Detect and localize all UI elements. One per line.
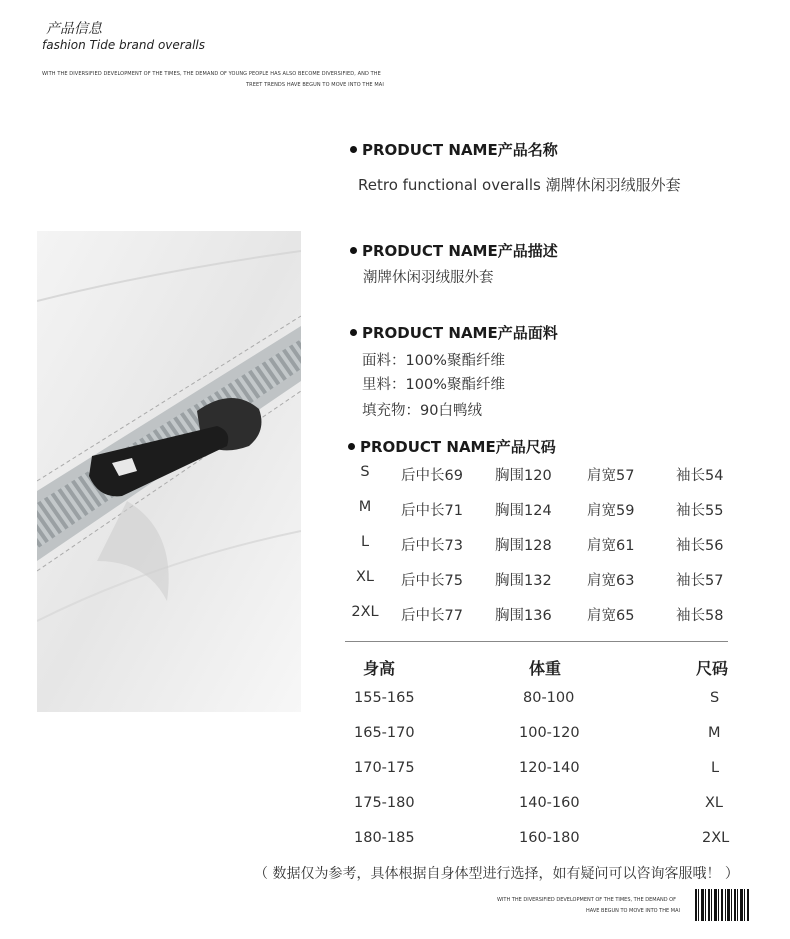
size-cell: XL xyxy=(355,569,374,585)
size-cell: 后中长77 xyxy=(401,608,463,624)
section-title-text: PRODUCT NAME产品尺码 xyxy=(360,438,556,456)
header-tagline-1: WITH THE DIVERSIFIED DEVELOPMENT OF THE TIMES, THE DEMAND OF YOUNG PEOPLE HAS ALSO BECOME DIVERSIFIED, AND THE xyxy=(42,71,381,77)
size-cell: 胸围128 xyxy=(495,538,552,554)
fabric-line: 里料：100%聚酯纤维 xyxy=(362,377,505,393)
section-title-text: PRODUCT NAME产品名称 xyxy=(362,141,558,159)
size-cell: 后中长73 xyxy=(401,538,463,554)
section-title-text: PRODUCT NAME产品面料 xyxy=(362,324,558,342)
size-row xyxy=(345,499,730,519)
section-title-text: PRODUCT NAME产品描述 xyxy=(362,242,558,260)
recommend-cell: 175-180 xyxy=(354,795,415,811)
recommend-cell: L xyxy=(711,760,720,776)
bullet-dot-icon xyxy=(350,247,357,254)
header-cn-title: 产品信息 xyxy=(46,21,102,37)
size-row xyxy=(345,604,730,624)
size-cell: 袖长56 xyxy=(676,538,724,554)
size-cell: 2XL xyxy=(351,604,379,620)
recommend-cell: 140-160 xyxy=(519,795,580,811)
product-photo xyxy=(37,231,301,712)
barcode-icon xyxy=(695,889,749,921)
size-cell: 后中长75 xyxy=(401,573,463,589)
size-cell: 后中长71 xyxy=(401,503,463,519)
disclaimer-note: （ 数据仅为参考，具体根据自身体型进行选择，如有疑问可以咨询客服哦！ ） xyxy=(254,866,739,882)
recommend-cell: 165-170 xyxy=(354,725,415,741)
recommend-header-weight: 体重 xyxy=(529,659,562,678)
size-cell: 肩宽63 xyxy=(587,573,635,589)
size-cell: 胸围124 xyxy=(495,503,552,519)
recommend-cell: S xyxy=(710,690,720,706)
size-cell: M xyxy=(358,499,372,515)
size-cell: S xyxy=(360,464,370,480)
fabric-line: 面料：100%聚酯纤维 xyxy=(362,353,505,369)
size-row xyxy=(345,569,730,589)
size-cell: 肩宽65 xyxy=(587,608,635,624)
size-cell: 袖长57 xyxy=(676,573,724,589)
section-title-product-desc xyxy=(350,240,558,261)
size-cell: 袖长58 xyxy=(676,608,724,624)
size-cell: 肩宽57 xyxy=(587,468,635,484)
recommend-cell: 155-165 xyxy=(354,690,415,706)
size-cell: 肩宽61 xyxy=(587,538,635,554)
footer-tagline-1: WITH THE DIVERSIFIED DEVELOPMENT OF THE TIMES, THE DEMAND OF xyxy=(497,897,676,903)
size-cell: 袖长54 xyxy=(676,468,724,484)
recommend-cell: 180-185 xyxy=(354,830,415,846)
recommend-cell: 80-100 xyxy=(523,690,575,706)
recommend-cell: M xyxy=(708,725,721,741)
footer-tagline-2: HAVE BEGUN TO MOVE INTO THE MAI xyxy=(586,908,680,914)
bullet-dot-icon xyxy=(348,443,355,450)
recommend-cell: 160-180 xyxy=(519,830,580,846)
section-title-product-size xyxy=(348,436,556,457)
divider xyxy=(345,641,728,642)
size-cell: 胸围120 xyxy=(495,468,552,484)
recommend-cell: 100-120 xyxy=(519,725,580,741)
recommend-cell: 2XL xyxy=(702,830,730,846)
recommend-header-size: 尺码 xyxy=(696,659,729,678)
recommend-cell: XL xyxy=(705,795,724,811)
size-row xyxy=(345,464,730,484)
size-cell: 胸围136 xyxy=(495,608,552,624)
product-desc-value: 潮牌休闲羽绒服外套 xyxy=(363,270,494,286)
fabric-line: 填充物：90白鸭绒 xyxy=(362,403,482,419)
size-row xyxy=(345,534,730,554)
bullet-dot-icon xyxy=(350,329,357,336)
header-tagline-2: TREET TRENDS HAVE BEGUN TO MOVE INTO THE MAI xyxy=(246,82,384,88)
size-cell: 肩宽59 xyxy=(587,503,635,519)
section-title-product-name xyxy=(350,139,558,160)
size-cell: L xyxy=(360,534,370,550)
recommend-cell: 170-175 xyxy=(354,760,415,776)
recommend-header-height: 身高 xyxy=(363,659,396,678)
header-en-title: fashion Tide brand overalls xyxy=(42,38,205,52)
section-title-product-fabric xyxy=(350,322,558,343)
bullet-dot-icon xyxy=(350,146,357,153)
size-cell: 胸围132 xyxy=(495,573,552,589)
size-cell: 袖长55 xyxy=(676,503,724,519)
product-name-value: Retro functional overalls 潮牌休闲羽绒服外套 xyxy=(358,176,681,194)
size-cell: 后中长69 xyxy=(401,468,463,484)
recommend-cell: 120-140 xyxy=(519,760,580,776)
